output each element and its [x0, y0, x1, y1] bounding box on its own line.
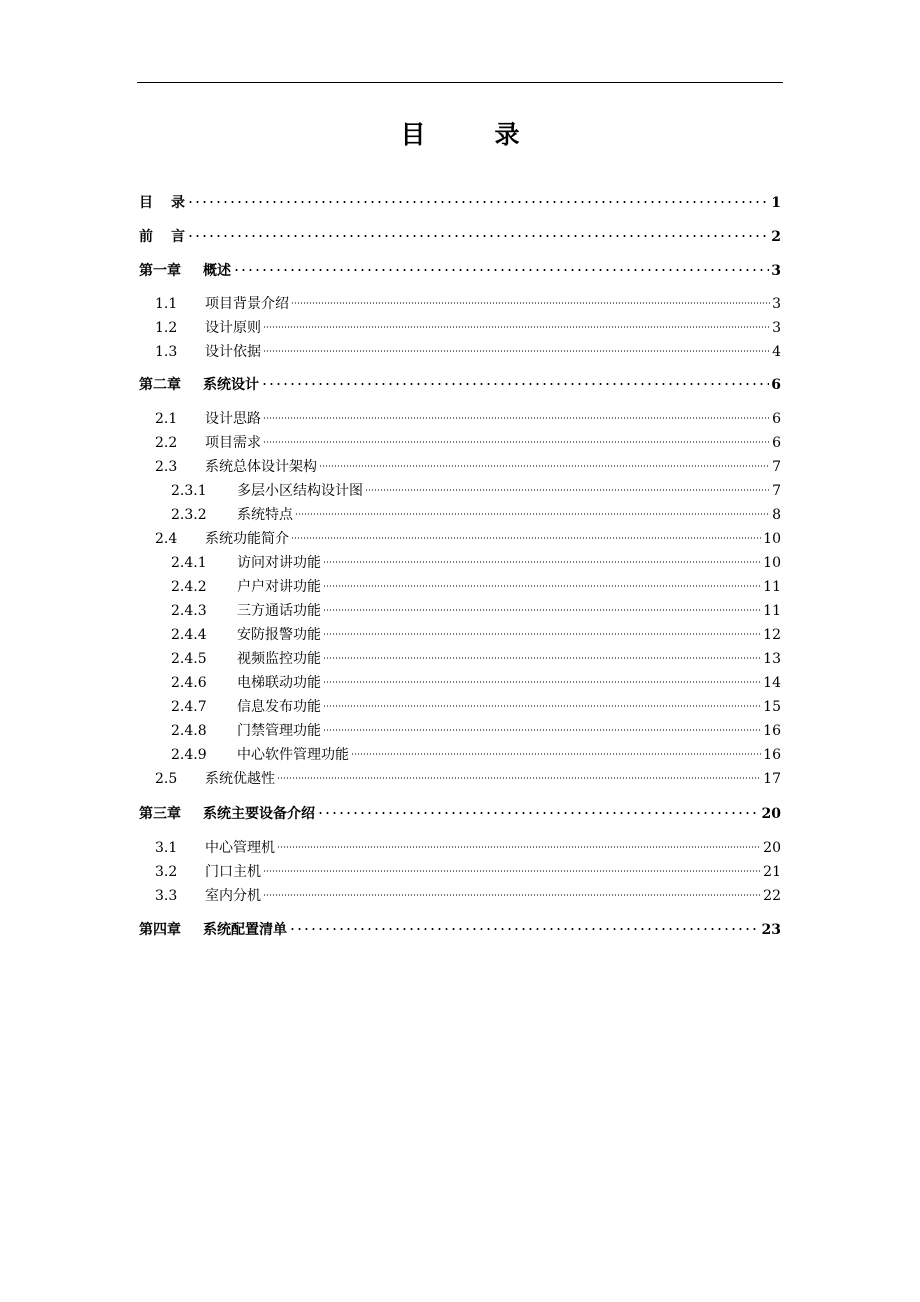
- toc-dot-leader: [263, 312, 770, 332]
- toc-entry-title: 访问对讲功能: [237, 555, 321, 571]
- toc-entry-number: 2.4.3: [171, 603, 207, 619]
- toc-entry-number: 1.3: [155, 344, 178, 360]
- toc-page-number: 11: [763, 603, 781, 619]
- toc-entry-number: 目: [139, 195, 153, 211]
- toc-entry-title: 系统配置清单: [203, 922, 287, 938]
- toc-entry-number: 2.3.1: [171, 483, 207, 499]
- toc-entry-title: 项目需求: [205, 435, 261, 451]
- toc-entry-title: 电梯联动功能: [237, 675, 321, 691]
- toc-page-number: 20: [763, 840, 781, 856]
- toc-page-number: 16: [763, 723, 781, 739]
- toc-entry[interactable]: [155, 288, 781, 312]
- toc-dot-leader: [323, 547, 761, 567]
- toc-entry[interactable]: [139, 914, 781, 938]
- toc-dot-leader: [233, 255, 769, 275]
- toc-entry[interactable]: [171, 739, 781, 763]
- toc-page-number: 10: [763, 531, 781, 547]
- toc-entry-title: 设计思路: [205, 411, 261, 427]
- toc-entry-number: 1.2: [155, 320, 178, 336]
- toc-entry[interactable]: [139, 255, 781, 279]
- toc-entry[interactable]: [139, 798, 781, 822]
- toc-dot-leader: [263, 427, 770, 447]
- toc-page-number: 8: [772, 507, 781, 523]
- toc-entry-title: 概述: [203, 263, 231, 279]
- toc-dot-leader: [323, 667, 761, 687]
- toc-dot-leader: [319, 451, 770, 471]
- toc-entry-title: 信息发布功能: [237, 699, 321, 715]
- toc-entry[interactable]: [171, 667, 781, 691]
- toc-entry-title: 系统特点: [237, 507, 293, 523]
- toc-entry-title: 系统总体设计架构: [205, 459, 317, 475]
- toc-page-number: 14: [763, 675, 781, 691]
- toc-entry-number: 3.2: [155, 864, 178, 880]
- toc-dot-leader: [187, 221, 769, 241]
- toc-page-number: 3: [771, 263, 781, 279]
- toc-entry[interactable]: [155, 523, 781, 547]
- toc-dot-leader: [263, 403, 770, 423]
- toc-entry[interactable]: [155, 403, 781, 427]
- toc-entry[interactable]: [155, 880, 781, 904]
- toc-dot-leader: [289, 914, 760, 934]
- toc-entry[interactable]: [171, 595, 781, 619]
- toc-entry-title: 门禁管理功能: [237, 723, 321, 739]
- toc-dot-leader: [323, 643, 761, 663]
- toc-entry-number: 1.1: [155, 296, 178, 312]
- toc-dot-leader: [263, 880, 761, 900]
- toc-entry-number: 2.1: [155, 411, 178, 427]
- toc-page-number: 2: [771, 229, 781, 245]
- toc-entry-number: 2.3: [155, 459, 178, 475]
- toc-entry[interactable]: [171, 715, 781, 739]
- toc-entry-title: 设计原则: [205, 320, 261, 336]
- toc-dot-leader: [323, 619, 761, 639]
- toc-entry-number: 2.3.2: [171, 507, 207, 523]
- toc-page-number: 11: [763, 579, 781, 595]
- toc-page-number: 3: [772, 320, 781, 336]
- toc-dot-leader: [187, 187, 769, 207]
- toc-entry-title: 多层小区结构设计图: [237, 483, 363, 499]
- toc-entry-title: 门口主机: [205, 864, 261, 880]
- toc-entry-title: 视频监控功能: [237, 651, 321, 667]
- toc-entry-title: 系统功能简介: [205, 531, 289, 547]
- toc-entry-number: 2.4: [155, 531, 178, 547]
- toc-page-number: 12: [763, 627, 781, 643]
- toc-dot-leader: [277, 832, 761, 852]
- toc-dot-leader: [365, 475, 770, 495]
- toc-entry[interactable]: [171, 475, 781, 499]
- toc-page-number: 21: [763, 864, 781, 880]
- toc-entry[interactable]: [155, 856, 781, 880]
- toc-entry-number: 3.1: [155, 840, 178, 856]
- toc-dot-leader: [323, 595, 761, 615]
- toc-entry[interactable]: [171, 619, 781, 643]
- toc-dot-leader: [261, 369, 769, 389]
- toc-dot-leader: [323, 691, 761, 711]
- toc-entry[interactable]: [155, 832, 781, 856]
- toc-page-number: 22: [763, 888, 781, 904]
- toc-page-number: 7: [772, 483, 781, 499]
- toc-page-number: 7: [772, 459, 781, 475]
- toc-entry-title: 中心管理机: [205, 840, 275, 856]
- toc-entry[interactable]: [139, 369, 781, 393]
- toc-entry[interactable]: [155, 336, 781, 360]
- toc-page-number: 16: [763, 747, 781, 763]
- toc-dot-leader: [323, 571, 761, 591]
- toc-entry-title: 室内分机: [205, 888, 261, 904]
- toc-entry-title: 项目背景介绍: [205, 296, 289, 312]
- toc-page-number: 13: [763, 651, 781, 667]
- toc-entry-number: 第二章: [139, 377, 181, 393]
- toc-page-number: 15: [763, 699, 781, 715]
- page-title: 目 录: [400, 120, 542, 149]
- toc-entry-title: 安防报警功能: [237, 627, 321, 643]
- toc-entry-title: 言: [171, 229, 185, 245]
- toc-entry-number: 前: [139, 229, 153, 245]
- toc-entry[interactable]: [171, 499, 781, 523]
- toc-page-number: 4: [772, 344, 781, 360]
- toc-entry-title: 系统主要设备介绍: [203, 806, 315, 822]
- toc-entry[interactable]: [171, 643, 781, 667]
- toc-entry-number: 2.5: [155, 771, 178, 787]
- toc-page-number: 17: [763, 771, 781, 787]
- toc-entry[interactable]: [171, 547, 781, 571]
- toc-entry-number: 2.4.4: [171, 627, 207, 643]
- toc-page-number: 23: [761, 922, 781, 938]
- toc-entry-number: 2.4.2: [171, 579, 207, 595]
- toc-page-number: 6: [772, 411, 781, 427]
- toc-entry[interactable]: [171, 571, 781, 595]
- toc-entry-title: 设计依据: [205, 344, 261, 360]
- toc-entry-title: 系统优越性: [205, 771, 275, 787]
- toc-entry[interactable]: [139, 187, 781, 211]
- toc-entry-title: 户户对讲功能: [237, 579, 321, 595]
- toc-entry[interactable]: [155, 312, 781, 336]
- toc-dot-leader: [277, 763, 761, 783]
- toc-dot-leader: [291, 523, 761, 543]
- toc-entry-number: 第三章: [139, 806, 181, 822]
- toc-dot-leader: [351, 739, 761, 759]
- toc-dot-leader: [291, 288, 770, 308]
- toc-page-number: 1: [771, 195, 781, 211]
- toc-entry-number: 2.4.1: [171, 555, 207, 571]
- toc-entry-number: 2.4.9: [171, 747, 207, 763]
- toc-entry[interactable]: [171, 691, 781, 715]
- toc-dot-leader: [295, 499, 770, 519]
- toc-entry-number: 2.4.6: [171, 675, 207, 691]
- toc-entry-number: 2.4.5: [171, 651, 207, 667]
- toc-dot-leader: [263, 336, 770, 356]
- toc-entry-title: 三方通话功能: [237, 603, 321, 619]
- toc-page-number: 10: [763, 555, 781, 571]
- toc-entry-title: 中心软件管理功能: [237, 747, 349, 763]
- toc-entry[interactable]: [139, 221, 781, 245]
- toc-entry-number: 第一章: [139, 263, 181, 279]
- toc-page-number: 6: [771, 377, 781, 393]
- toc-dot-leader: [263, 856, 761, 876]
- toc-entry-title: 系统设计: [203, 377, 259, 393]
- toc-entry-number: 2.4.7: [171, 699, 207, 715]
- toc-entry-number: 2.4.8: [171, 723, 207, 739]
- toc-page-number: 3: [772, 296, 781, 312]
- toc-dot-leader: [317, 798, 760, 818]
- toc-page-number: 20: [761, 806, 781, 822]
- toc-entry[interactable]: [155, 427, 781, 451]
- toc-entry[interactable]: [155, 763, 781, 787]
- toc-entry-title: 录: [171, 195, 185, 211]
- toc-entry[interactable]: [155, 451, 781, 475]
- toc-entry-number: 2.2: [155, 435, 178, 451]
- toc-entry-number: 3.3: [155, 888, 178, 904]
- toc-page-number: 6: [772, 435, 781, 451]
- toc-dot-leader: [323, 715, 761, 735]
- toc-entry-number: 第四章: [139, 922, 181, 938]
